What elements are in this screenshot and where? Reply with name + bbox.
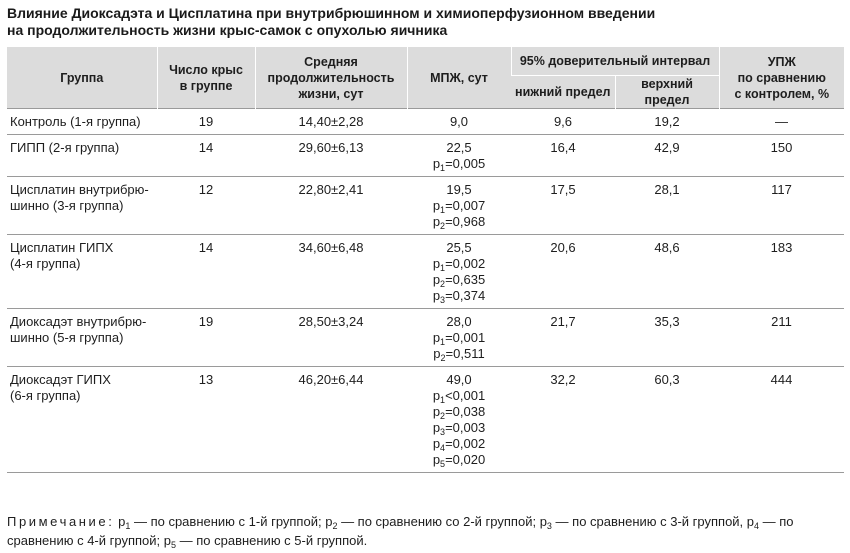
p-value: $p_2=0,635$ bbox=[432, 272, 486, 289]
cell-mpzh bbox=[407, 109, 511, 135]
cell-ci-upper: 19,2 bbox=[615, 109, 719, 135]
p-value: $p_3=0,003$ bbox=[432, 420, 486, 437]
p-value: $p_1<0,001$ bbox=[432, 388, 486, 405]
table-row bbox=[7, 367, 844, 473]
table-note bbox=[7, 512, 847, 550]
note-item: $p_2$ — по сравнению со 2-й группой; bbox=[325, 514, 540, 531]
header-mean-life: Средняя продолжительность жизни, сут bbox=[255, 47, 407, 109]
p-value: $p_5=0,020$ bbox=[432, 452, 486, 469]
cell-rats: 14 bbox=[157, 135, 255, 177]
p-value: $p_2=0,038$ bbox=[432, 404, 486, 421]
cell-ci-upper: 60,3 bbox=[615, 367, 719, 473]
cell-mpzh bbox=[407, 367, 511, 473]
p-value: $p_2=0,511$ bbox=[433, 346, 485, 363]
cell-ci-lower: 21,7 bbox=[511, 309, 615, 367]
p-value: $p_4=0,002$ bbox=[432, 436, 486, 453]
header-group: Группа bbox=[7, 47, 157, 109]
cell-rats: 12 bbox=[157, 177, 255, 235]
table-title bbox=[7, 5, 843, 39]
table-row bbox=[7, 135, 844, 177]
mpzh-value: 22,5 bbox=[446, 140, 472, 155]
table-body bbox=[7, 109, 844, 473]
mpzh-value: 9,0 bbox=[449, 114, 469, 129]
p-value: $p_1=0,001$ bbox=[432, 330, 486, 347]
cell-ci-lower: 32,2 bbox=[511, 367, 615, 473]
p-value: $p_3=0,374$ bbox=[432, 288, 486, 305]
table-row bbox=[7, 109, 844, 135]
cell-rats: 19 bbox=[157, 309, 255, 367]
note-label: Примечание: bbox=[7, 514, 115, 529]
cell-ci-upper: 35,3 bbox=[615, 309, 719, 367]
cell-mean: 14,40±2,28 bbox=[255, 109, 407, 135]
cell-upzh: 150 bbox=[719, 135, 844, 177]
cell-mpzh bbox=[407, 177, 511, 235]
header-mpzh: МПЖ, сут bbox=[407, 47, 511, 109]
cell-mean: 29,60±6,13 bbox=[255, 135, 407, 177]
cell-ci-lower: 9,6 bbox=[511, 109, 615, 135]
cell-group: ГИПП (2-я группа) bbox=[7, 135, 157, 177]
title-line-2: на продолжительность жизни крыс-самок с опухолью яичника bbox=[7, 22, 448, 38]
note-item: $p_1$ — по сравнению с 1-й группой; bbox=[118, 514, 326, 531]
cell-ci-lower: 20,6 bbox=[511, 235, 615, 309]
p-value: $p_1=0,005$ bbox=[432, 156, 486, 173]
note-item: $p_4$ — по сравнению с 4-й группой; bbox=[7, 514, 794, 548]
header-upzh: УПЖ по сравнению с контролем, % bbox=[719, 47, 844, 109]
cell-ci-upper: 28,1 bbox=[615, 177, 719, 235]
cell-group: Контроль (1-я группа) bbox=[7, 109, 157, 135]
table-row bbox=[7, 235, 844, 309]
cell-upzh: 444 bbox=[719, 367, 844, 473]
cell-group: Цисплатин внутрибрю- шинно (3-я группа) bbox=[7, 177, 157, 235]
cell-upzh: 211 bbox=[719, 309, 844, 367]
cell-rats: 14 bbox=[157, 235, 255, 309]
cell-rats: 13 bbox=[157, 367, 255, 473]
cell-mean: 46,20±6,44 bbox=[255, 367, 407, 473]
header-rats: Число крыс в группе bbox=[157, 47, 255, 109]
mpzh-value: 25,5 bbox=[446, 240, 472, 255]
cell-group: Диоксадэт внутрибрю- шинно (5-я группа) bbox=[7, 309, 157, 367]
header-ci-upper: верхний предел bbox=[615, 76, 719, 109]
p-value: $p_2=0,968$ bbox=[432, 214, 486, 231]
cell-mpzh bbox=[407, 135, 511, 177]
cell-group: Цисплатин ГИПХ (4-я группа) bbox=[7, 235, 157, 309]
cell-upzh: — bbox=[719, 109, 844, 135]
header-row bbox=[7, 47, 844, 76]
p-value: $p_1=0,007$ bbox=[432, 198, 486, 215]
title-line-1: Влияние Диоксадэта и Цисплатина при внутрибрюшинном и химиоперфузионном введении bbox=[7, 5, 656, 21]
p-value: $p_1=0,002$ bbox=[432, 256, 486, 273]
cell-rats: 19 bbox=[157, 109, 255, 135]
cell-mean: 34,60±6,48 bbox=[255, 235, 407, 309]
cell-upzh: 117 bbox=[719, 177, 844, 235]
mpzh-value: 49,0 bbox=[446, 372, 472, 387]
cell-group: Диоксадэт ГИПХ (6-я группа) bbox=[7, 367, 157, 473]
survival-table bbox=[7, 47, 844, 473]
cell-mpzh bbox=[407, 235, 511, 309]
note-item: $p_3$ — по сравнению с 3-й группой, bbox=[539, 514, 747, 531]
header-ci-lower: нижний предел bbox=[511, 76, 615, 109]
cell-ci-lower: 17,5 bbox=[511, 177, 615, 235]
cell-mpzh bbox=[407, 309, 511, 367]
cell-upzh: 183 bbox=[719, 235, 844, 309]
table-row bbox=[7, 309, 844, 367]
cell-mean: 22,80±2,41 bbox=[255, 177, 407, 235]
mpzh-value: 19,5 bbox=[446, 182, 472, 197]
cell-ci-upper: 42,9 bbox=[615, 135, 719, 177]
mpzh-value: 28,0 bbox=[446, 314, 472, 329]
table-row bbox=[7, 177, 844, 235]
header-ci: 95% доверительный интервал bbox=[511, 47, 719, 76]
cell-ci-lower: 16,4 bbox=[511, 135, 615, 177]
cell-ci-upper: 48,6 bbox=[615, 235, 719, 309]
cell-mean: 28,50±3,24 bbox=[255, 309, 407, 367]
note-item: $p_5$ — по сравнению с 5-й группой. bbox=[163, 533, 368, 550]
